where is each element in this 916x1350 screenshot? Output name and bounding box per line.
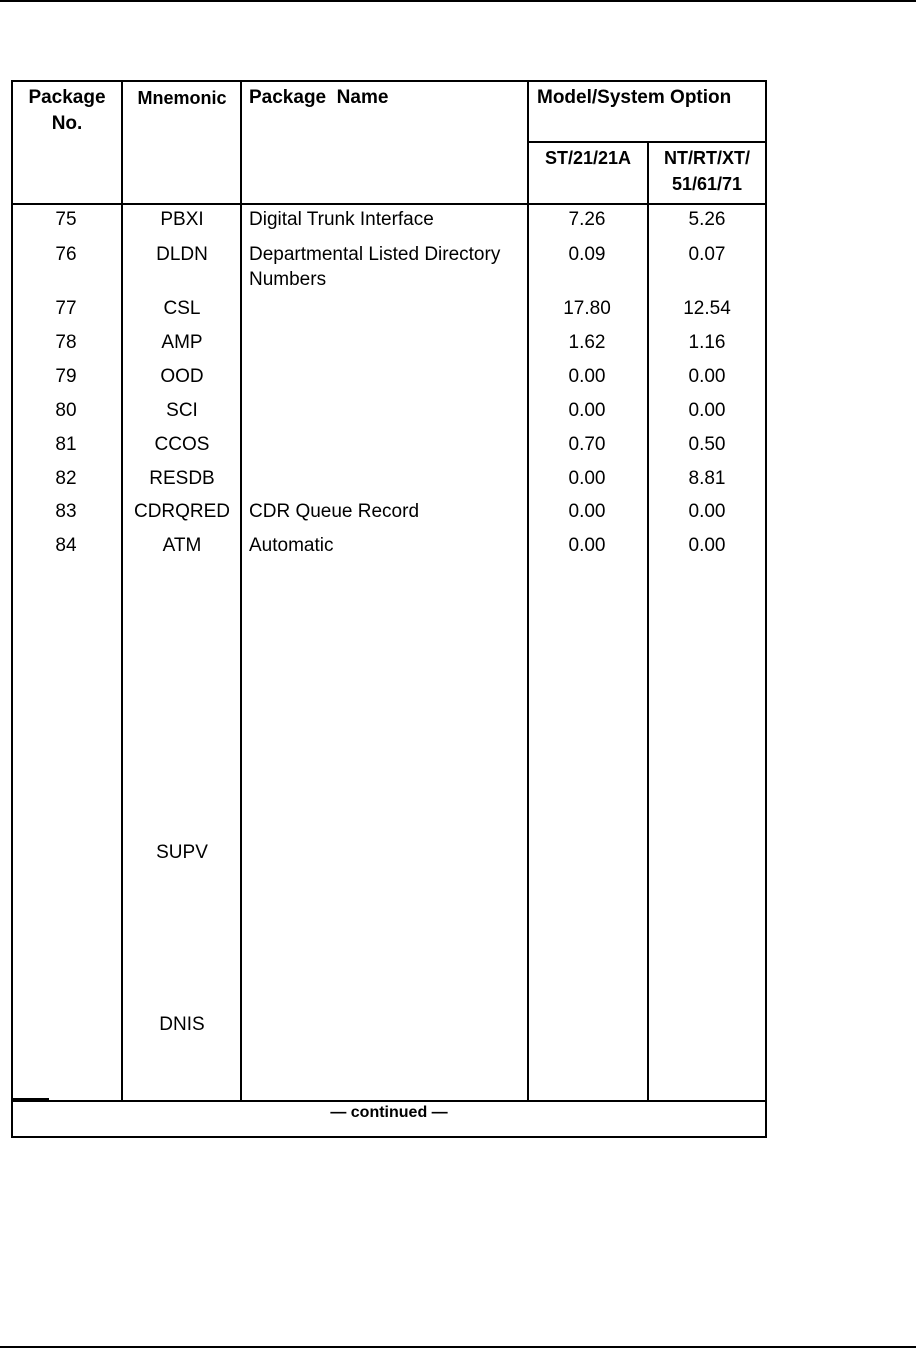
nt-value-cell: 0.07	[688, 244, 726, 265]
mnemonic-cell: ATM	[162, 535, 202, 556]
nt-value-cell: 12.54	[683, 298, 731, 319]
nt-value-cell: 0.00	[688, 400, 726, 421]
package-name-cell: Automatic	[249, 535, 334, 556]
st-value-cell: 0.00	[568, 535, 606, 556]
package-no-cell: 75	[55, 209, 77, 230]
col-divider-4	[647, 141, 649, 1102]
header-package-name: Package Name	[249, 87, 389, 108]
bottom-rule	[0, 1346, 916, 1348]
border-right	[765, 80, 767, 1138]
st-value-cell: 0.00	[568, 501, 606, 522]
package-no-cell: 82	[55, 468, 77, 489]
package-no-cell: 79	[55, 366, 77, 387]
border-top	[11, 80, 767, 82]
header-st-21-21a: ST/21/21A	[544, 148, 632, 168]
nt-value-cell: 0.00	[688, 535, 726, 556]
package-name-cell: Departmental Listed Directory Numbers	[249, 244, 501, 290]
col-divider-1	[121, 80, 123, 1102]
nt-value-cell: 0.50	[688, 434, 726, 455]
header-mnemonic: Mnemonic	[137, 88, 227, 108]
package-name-cell: CDR Queue Record	[249, 501, 420, 522]
footer-mark	[13, 1098, 49, 1102]
mnemonic-cell: PBXI	[160, 209, 204, 230]
mnemonic-cell: OOD	[160, 366, 204, 387]
st-value-cell: 0.00	[568, 400, 606, 421]
package-no-cell: 84	[55, 535, 77, 556]
mnemonic-dnis: DNIS	[159, 1014, 205, 1035]
nt-value-cell: 8.81	[688, 468, 726, 489]
package-name-cell: Digital Trunk Interface	[249, 209, 434, 230]
continued-label: — continued —	[330, 1104, 448, 1121]
mnemonic-supv: SUPV	[156, 842, 208, 863]
nt-value-cell: 0.00	[688, 501, 726, 522]
st-value-cell: 0.70	[568, 434, 606, 455]
border-left	[11, 80, 13, 1138]
mnemonic-cell: CCOS	[154, 434, 210, 455]
nt-value-cell: 0.00	[688, 366, 726, 387]
header-model-system-option: Model/System Option	[537, 87, 732, 108]
mnemonic-cell: CSL	[163, 298, 201, 319]
package-no-cell: 77	[55, 298, 77, 319]
package-no-cell: 80	[55, 400, 77, 421]
col-divider-3	[527, 80, 529, 1102]
mnemonic-cell: DLDN	[156, 244, 208, 265]
mnemonic-cell: SCI	[166, 400, 198, 421]
st-value-cell: 0.00	[568, 468, 606, 489]
st-value-cell: 1.62	[568, 332, 606, 353]
package-table	[11, 80, 767, 1138]
top-rule	[0, 0, 916, 2]
mnemonic-cell: RESDB	[149, 468, 215, 489]
footer-divider	[11, 1100, 767, 1102]
package-no-cell: 81	[55, 434, 77, 455]
border-bottom	[11, 1136, 767, 1138]
st-value-cell: 17.80	[563, 298, 611, 319]
st-value-cell: 0.09	[568, 244, 606, 265]
header-package-no: Package No.	[28, 87, 106, 134]
package-no-cell: 78	[55, 332, 77, 353]
header-divider	[11, 203, 767, 205]
mnemonic-cell: AMP	[161, 332, 203, 353]
st-value-cell: 7.26	[568, 209, 606, 230]
nt-value-cell: 5.26	[688, 209, 726, 230]
package-no-cell: 76	[55, 244, 77, 265]
package-no-cell: 83	[55, 501, 77, 522]
col-divider-2	[240, 80, 242, 1102]
header-nt-rt-xt: NT/RT/XT/ 51/61/71	[664, 148, 750, 194]
st-value-cell: 0.00	[568, 366, 606, 387]
mnemonic-cell: CDRQRED	[133, 501, 231, 522]
nt-value-cell: 1.16	[688, 332, 726, 353]
